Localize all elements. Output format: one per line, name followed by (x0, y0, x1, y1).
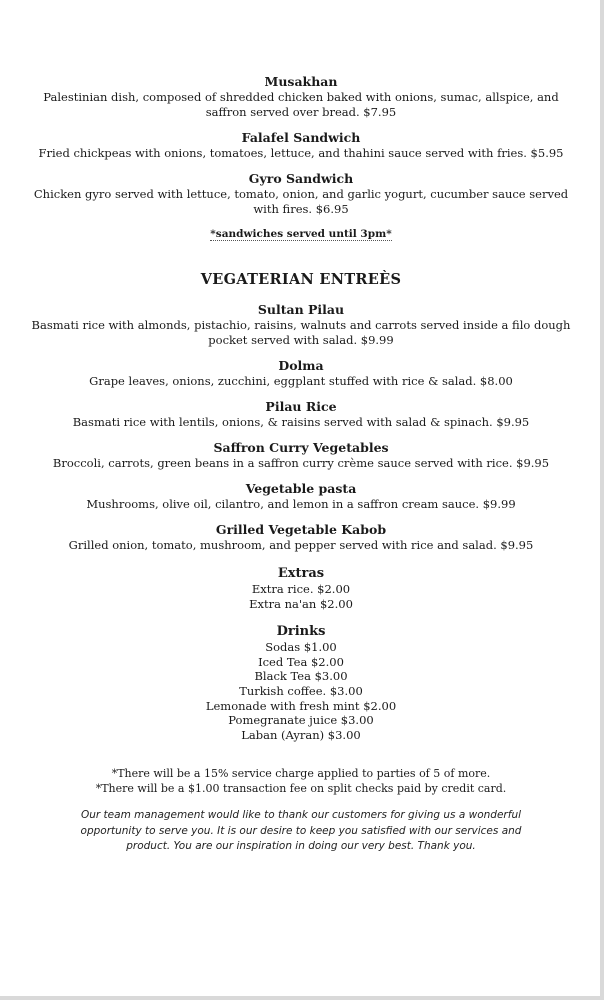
item-description: Broccoli, carrots, green beans in a saffron curry crème sauce served with rice. $9.95 (52, 456, 550, 470)
item-name: Grilled Vegetable Kabob (215, 522, 387, 537)
sandwich-list (20, 74, 582, 217)
item-name: Saffron Curry Vegetables (213, 440, 389, 455)
item-description: Fried chickpeas with onions, tomatoes, lettuce, and thahini sauce served with fries. $5.95 (38, 146, 564, 160)
item-description: Basmati rice with almonds, pistachio, raisins, walnuts and carrots served inside a filo dough pocket served with salad. $9.99 (31, 318, 571, 347)
extras-line: Extra na'an $2.00 (249, 596, 353, 611)
drinks-section (20, 623, 582, 742)
drink-line: Laban (Ayran) $3.00 (241, 727, 361, 742)
item-description: Grape leaves, onions, zucchini, eggplant stuffed with rice & salad. $8.00 (89, 374, 513, 388)
item-name: Dolma (278, 358, 324, 373)
sandwich-note-text: *sandwiches served until 3pm* (210, 228, 392, 240)
item-name: Musakhan (264, 74, 338, 89)
policy-line: *There will be a 15% service charge applied to parties of 5 of more. (111, 767, 491, 781)
extras-title: Extras (277, 566, 325, 581)
menu-page (20, 74, 582, 855)
drink-line: Turkish coffee. $3.00 (239, 683, 363, 698)
drink-line: Black Tea $3.00 (254, 669, 348, 684)
menu-item (20, 522, 582, 553)
item-name: Falafel Sandwich (241, 130, 361, 145)
drink-line: Sodas $1.00 (265, 640, 337, 655)
item-description: Basmati rice with lentils, onions, & raisins served with salad & spinach. $9.95 (72, 415, 530, 429)
vegetarian-list (20, 302, 582, 553)
item-description: Palestinian dish, composed of shredded chicken baked with onions, sumac, allspice, and saffron served over bread. $7.95 (43, 90, 559, 119)
thank-you-message: Our team management would like to thank our customers for giving us a wonderful opportunity to serve you. It is our desire to keep you satisfied with our services and product. You are our inspiration in doing our very best. Thank you. (80, 809, 522, 853)
menu-item (20, 481, 582, 512)
item-description: Mushrooms, olive oil, cilantro, and lemon in a saffron cream sauce. $9.99 (86, 497, 516, 511)
extras-line: Extra rice. $2.00 (251, 582, 351, 596)
section-title-vegetarian: VEGATERIAN ENTREÈS (200, 271, 402, 288)
item-name: Pilau Rice (265, 399, 337, 414)
item-name: Sultan Pilau (257, 302, 345, 317)
extras-section (20, 565, 582, 611)
item-description: Grilled onion, tomato, mushroom, and pepper served with rice and salad. $9.95 (68, 538, 534, 552)
menu-item (20, 302, 582, 348)
menu-item (20, 74, 582, 120)
menu-item (20, 358, 582, 389)
menu-item (20, 440, 582, 471)
item-description: Chicken gyro served with lettuce, tomato, onion, and garlic yogurt, cucumber sauce served with fires. $6.95 (33, 187, 569, 216)
policy-notes (20, 766, 582, 796)
menu-item (20, 130, 582, 161)
menu-item (20, 399, 582, 430)
drinks-title: Drinks (276, 624, 326, 640)
policy-line: *There will be a $1.00 transaction fee on split checks paid by credit card. (95, 782, 507, 796)
sandwich-note (20, 227, 582, 241)
item-name: Vegetable pasta (245, 481, 357, 496)
menu-item (20, 171, 582, 217)
drink-line: Lemonade with fresh mint $2.00 (205, 698, 397, 713)
drink-line: Iced Tea $2.00 (258, 654, 344, 669)
drink-line: Pomegranate juice $3.00 (228, 713, 374, 728)
item-name: Gyro Sandwich (248, 171, 354, 186)
